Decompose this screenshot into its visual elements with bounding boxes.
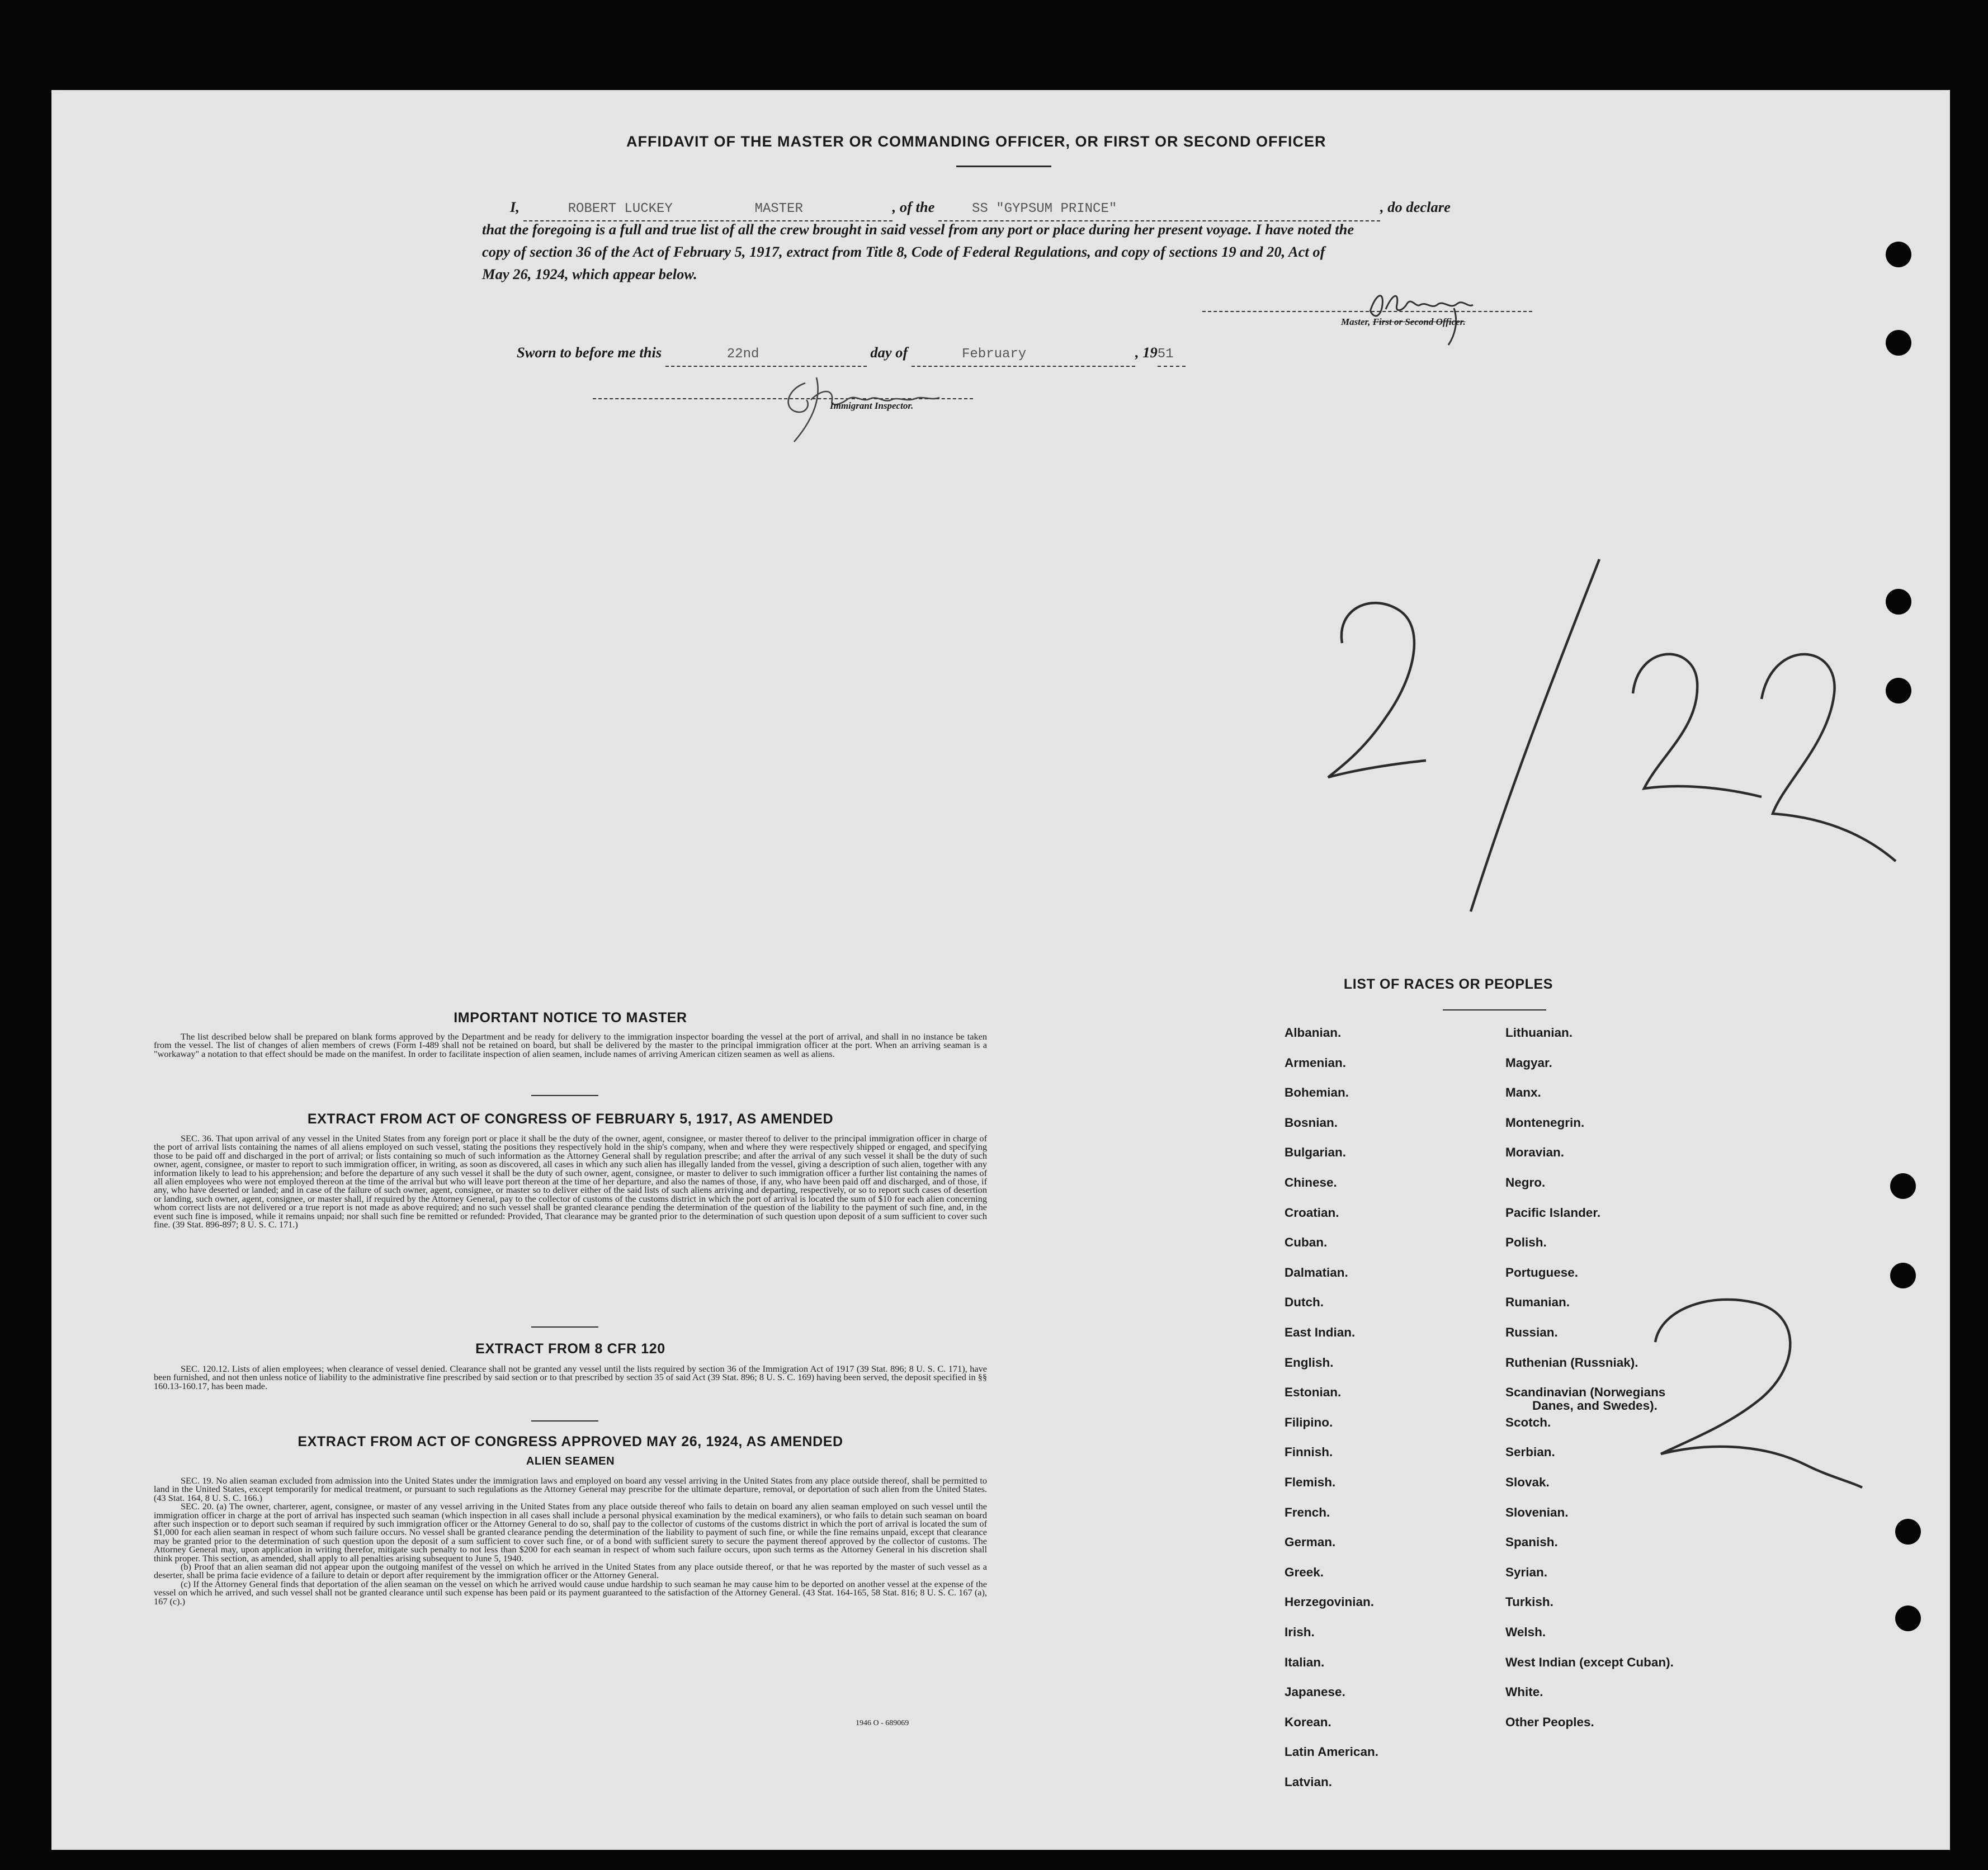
inspector-caption: Immigrant Inspector. bbox=[830, 400, 914, 411]
race-item: English. bbox=[1285, 1355, 1334, 1370]
do-declare-label: , do declare bbox=[1380, 199, 1451, 215]
race-item: Estonian. bbox=[1285, 1385, 1342, 1400]
extract-1917-title: EXTRACT FROM ACT OF CONGRESS OF FEBRUARY 5, 1917, AS AMENDED bbox=[307, 1111, 834, 1127]
race-item: Bosnian. bbox=[1285, 1115, 1338, 1130]
print-code: 1946 O - 689069 bbox=[856, 1719, 909, 1727]
race-item: Spanish. bbox=[1505, 1535, 1558, 1550]
race-item: Lithuanian. bbox=[1505, 1026, 1573, 1040]
sworn-label: Sworn to before me this bbox=[517, 344, 662, 361]
rank-field: MASTER bbox=[754, 201, 803, 216]
race-item: German. bbox=[1285, 1535, 1336, 1550]
year-prefix: , 19 bbox=[1135, 344, 1158, 361]
race-item: Rumanian. bbox=[1505, 1295, 1570, 1310]
punch-hole bbox=[1895, 1605, 1921, 1631]
race-item: Pacific Islander. bbox=[1505, 1205, 1601, 1220]
race-item: Greek. bbox=[1285, 1565, 1324, 1579]
race-item: Other Peoples. bbox=[1505, 1715, 1594, 1729]
race-item: Serbian. bbox=[1505, 1445, 1555, 1460]
sec-19: SEC. 19. No alien seaman excluded from admission into the United States under the immigration laws and employed on board any vessel arriving in the United States from any place outside thereof, shall be permitted to land in the United States, except temporarily for medical treatment, or pursuant to such regulations as the Attorney General may prescribe for the ultimate departure, removal, or deportation of such alien from the United States. (43 Stat. 164, 8 U. S. C. 166.) bbox=[154, 1475, 987, 1503]
race-item: Scotch. bbox=[1505, 1415, 1551, 1429]
extract-cfr-divider bbox=[531, 1420, 598, 1422]
race-item: Korean. bbox=[1285, 1715, 1331, 1729]
extract-1924-title: EXTRACT FROM ACT OF CONGRESS APPROVED MAY 26, 1924, AS AMENDED bbox=[298, 1434, 843, 1449]
race-item: East Indian. bbox=[1285, 1325, 1356, 1339]
race-item: Dutch. bbox=[1285, 1295, 1324, 1310]
extract-1917-body: SEC. 36. That upon arrival of any vessel in the United States from any foreign port or place it shall be the duty of the owner, agent, consignee, or master thereof to deliver to the principal immigration officer in charge of the port of arrival lists containing the names of all aliens employed on such vessel, stating the positions they respectively hold in the ship's company, when and where they were respectively shipped or engaged, and specifying those to be paid off and discharged in the port of arrival; or lists containing so much of such information as the Attorney General shall by regulation prescribe; and after the arrival of any such vessel it shall be the duty of such owner, agent, consignee, or master to report to such immigration officer, in writing, as soon as discovered, all cases in which any such alien has illegally landed from the vessel, giving a description of such alien, together with any information likely to lead to his apprehension; and before the departure of any such vessel it shall be the duty of such owner, agent, consignee, or master to deliver to such immigration officer a further list containing the names of all alien employees who were not employed thereon at the time of the arrival but who will leave port thereon at the time of her departure, and also the names of those, if any, who have been paid off and discharged, and of those, if any, who have deserted or landed; and in case of the failure of such owner, agent, consignee, or master so to deliver either of the said lists of such aliens arriving and departing, respectively, or so to report such cases of desertion or landing, such owner, agent, consignee, or master shall, if required by the Attorney General, pay to the collector of customs of the customs district in which the port of arrival is located the sum of $10 for each alien concerning whom correct lists are not delivered or a true report is not made as above required; and no such vessel shall be granted clearance pending the determination of the question of the liability to the payment of such fine, and, in the event such fine is imposed, while it remains unpaid; nor shall such fine be remitted or refunded: Provided, That clearance may be granted prior to the determination of such question upon deposit of a sum sufficient to cover such fine. (39 Stat. 896-897; 8 U. S. C. 171.) bbox=[154, 1133, 987, 1230]
handwritten-date bbox=[1303, 548, 1907, 951]
punch-hole bbox=[1890, 1263, 1916, 1288]
extract-cfr-body: SEC. 120.12. Lists of alien employees; when clearance of vessel denied. Clearance shall not be granted any vessel until the lists required by section 36 of the Immigration Act of 1917 (39 Stat. 896; 8 U. S. C. 171), have been furnished, and not then unless notice of liability to the administrative fine prescribed by said section or to that prescribed by section 35 of said Act (39 Stat. 896; 8 U. S. C. 169) having been served, the deposit specified in §§ 160.13-160.17, has been made. bbox=[154, 1363, 987, 1391]
extract-1924-body bbox=[154, 1476, 987, 1605]
race-item: Portuguese. bbox=[1505, 1265, 1579, 1279]
sec-20a: SEC. 20. (a) The owner, charterer, agent, consignee, or master of any vessel arriving in the United States from any place outside thereof who fails to detain on board any alien seaman employed on such vessel until the immigration officer in charge at the port of arrival has inspected such seaman (which inspection in all cases shall include a personal physical examination by the medical examiners), or who fails to detain such seaman on board after such inspection or to deport such seaman if required by such immigration officer or the Attorney General to do so, shall pay to the collector of customs of the customs district in which the port of arrival is located the sum of $1,000 for each alien seaman in respect of whom such failure occurs. No vessel shall be granted clearance pending the determination of the liability to payment of such fine, or while the fine remains unpaid, except that clearance may be granted prior to the determination of such question upon the deposit of a sum sufficient to cover such fine, or of a bond with sufficient surety to secure the payment thereof approved by the collector of customs. The Attorney General may, upon application in writing therefor, mitigate such penalty to not less than $200 for each seaman in respect of whom such failure occurs, upon such terms as the Attorney General in his discretion shall think proper. This section, as amended, shall apply to all penalties arising subsequent to June 5, 1940. bbox=[154, 1501, 987, 1564]
race-item: West Indian (except Cuban). bbox=[1505, 1655, 1674, 1669]
sec-20c: (c) If the Attorney General finds that deportation of the alien seaman on the vessel on which he arrived would cause undue hardship to such seaman he may cause him to be deported on another vessel at the expense of the vessel on which he arrived, and such vessel shall not be granted clearance until such expense has been paid or its payment guaranteed to the satisfaction of the Attorney General. (43 Stat. 164-165, 58 Stat. 816; 8 U. S. C. 167 (a), 167 (c).) bbox=[154, 1578, 987, 1607]
race-item: Russian. bbox=[1505, 1325, 1558, 1339]
sworn-line bbox=[517, 341, 1186, 367]
race-item: Latvian. bbox=[1285, 1775, 1333, 1789]
punch-hole bbox=[1886, 330, 1911, 356]
race-item: Montenegrin. bbox=[1505, 1115, 1585, 1130]
race-item: Herzegovinian. bbox=[1285, 1595, 1375, 1609]
notice-title: IMPORTANT NOTICE TO MASTER bbox=[454, 1010, 687, 1026]
notice-divider bbox=[531, 1095, 598, 1096]
race-item: White. bbox=[1505, 1685, 1543, 1699]
declaration-line-3: copy of section 36 of the Act of February 5, 1917, extract from Title 8, Code of Federal Regulations, and copy of sections 19 and 20, Act of bbox=[482, 243, 1325, 260]
race-item: Irish. bbox=[1285, 1625, 1315, 1639]
race-item: Slovak. bbox=[1505, 1475, 1550, 1489]
race-item: Manx. bbox=[1505, 1085, 1541, 1100]
race-item: Bohemian. bbox=[1285, 1085, 1349, 1100]
title-divider bbox=[956, 166, 1051, 167]
declaration-line-4: May 26, 1924, which appear below. bbox=[482, 266, 697, 282]
master-signature-caption: Master, First or Second Officer. bbox=[1341, 317, 1466, 327]
race-item: Magyar. bbox=[1505, 1055, 1552, 1070]
race-item: Cuban. bbox=[1285, 1235, 1328, 1250]
race-item: Flemish. bbox=[1285, 1475, 1336, 1489]
day-field: 22nd bbox=[726, 347, 759, 362]
race-item: Syrian. bbox=[1505, 1565, 1548, 1579]
master-signature bbox=[1353, 277, 1499, 350]
i-label: I, bbox=[510, 199, 520, 215]
race-item: Dalmatian. bbox=[1285, 1265, 1348, 1279]
race-item: Turkish. bbox=[1505, 1595, 1553, 1609]
sec-20b: (b) Proof that an alien seaman did not appear upon the outgoing manifest of the vessel on which he arrived in the United States from any place outside thereof, or that he was reported by the master of such vessel as a deserter, shall be prima facie evidence of a failure to detain or deport after requirement by the immigration officer or the Attorney General. bbox=[154, 1561, 987, 1581]
race-item: French. bbox=[1285, 1505, 1330, 1519]
race-item: Italian. bbox=[1285, 1655, 1325, 1669]
notice-body: The list described below shall be prepared on blank forms approved by the Department and be ready for delivery to the immigration inspector boarding the vessel at the port of arrival, and shall in no instance be taken from the vessel. The list of changes of alien members of crews (Form I-489 shall not be retained on board, but shall be delivered by the master to the principal immigration officer at the port. When an arriving seaman is a "workaway" a notation to that effect should be made on the manifest. In order to facilitate inspection of alien seamen, include names of arriving American citizen seamen as well as aliens. bbox=[154, 1031, 987, 1059]
race-item: Moravian. bbox=[1505, 1145, 1565, 1160]
handwritten-page-number bbox=[1638, 1281, 1873, 1504]
race-item: Scandinavian (Norwegians bbox=[1505, 1385, 1666, 1400]
declaration-line-2: that the foregoing is a full and true list of all the crew brought in said vessel from any port or place during her present voyage. I have noted the bbox=[482, 221, 1354, 238]
race-item: Japanese. bbox=[1285, 1685, 1345, 1699]
of-the-label: , of the bbox=[892, 199, 935, 215]
race-item: Armenian. bbox=[1285, 1055, 1347, 1070]
punch-hole bbox=[1895, 1519, 1921, 1545]
races-title: LIST OF RACES OR PEOPLES bbox=[1343, 976, 1553, 992]
punch-hole bbox=[1886, 242, 1911, 267]
race-item: Slovenian. bbox=[1505, 1505, 1569, 1519]
race-item: Welsh. bbox=[1505, 1625, 1546, 1639]
alien-seamen-subtitle: ALIEN SEAMEN bbox=[526, 1455, 615, 1467]
year-field: 51 bbox=[1158, 343, 1186, 367]
race-item: Danes, and Swedes). bbox=[1532, 1399, 1658, 1413]
race-item: Croatian. bbox=[1285, 1205, 1339, 1220]
vessel-name-field: SS "GYPSUM PRINCE" bbox=[972, 201, 1117, 216]
race-item: Polish. bbox=[1505, 1235, 1547, 1250]
month-field: February bbox=[961, 347, 1027, 362]
race-item: Filipino. bbox=[1285, 1415, 1333, 1429]
race-item: Albanian. bbox=[1285, 1026, 1342, 1040]
races-divider bbox=[1443, 1009, 1546, 1010]
day-of-label: day of bbox=[870, 344, 908, 361]
extract-1917-divider bbox=[531, 1326, 598, 1328]
master-name-field: ROBERT LUCKEY bbox=[568, 201, 673, 216]
race-item: Negro. bbox=[1505, 1175, 1546, 1189]
extract-cfr-title: EXTRACT FROM 8 CFR 120 bbox=[475, 1341, 665, 1357]
race-item: Chinese. bbox=[1285, 1175, 1337, 1189]
race-item: Finnish. bbox=[1285, 1445, 1333, 1460]
affidavit-title: AFFIDAVIT OF THE MASTER OR COMMANDING OFFICER, OR FIRST OR SECOND OFFICER bbox=[626, 133, 1326, 150]
race-item: Ruthenian (Russniak). bbox=[1505, 1355, 1638, 1370]
punch-hole bbox=[1890, 1173, 1916, 1199]
race-item: Bulgarian. bbox=[1285, 1145, 1347, 1160]
race-item: Latin American. bbox=[1285, 1745, 1378, 1759]
